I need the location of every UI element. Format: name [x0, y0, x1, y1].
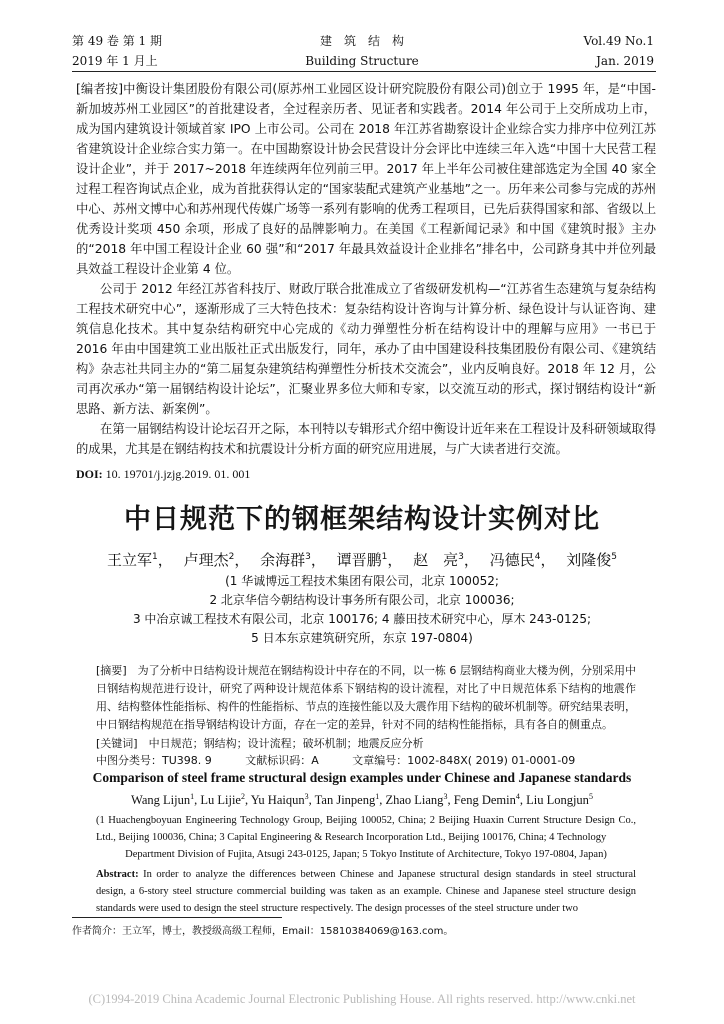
article-number: 文章编号：1002-848X( 2019) 01-0001-09	[352, 754, 576, 767]
affiliation-line: 5 日本东京建筑研究所，东京 197-0804)	[251, 631, 473, 645]
author: 刘隆俊$^5$	[566, 551, 617, 569]
classification	[96, 752, 605, 768]
doi-value: 10. 19701/j.jzjg.2019. 01. 001	[105, 467, 251, 481]
affiliation-line: (1 华诚博远工程技术集团有限公司，北京 100052;	[225, 574, 499, 588]
editor-note	[76, 79, 656, 459]
english-title: Comparison of steel frame structural design examples under Chinese and Japanese standards	[92, 770, 632, 785]
editor-note-paragraph: 公司于 2012 年经江苏省科技厅、财政厅联合批准成立了省级研发机构—“江苏省生态建筑与复杂结构工程技术研究中心”，逐渐形成了三大特色技术：复杂结构设计咨询与计算分析、绿色设计与认证咨询、建筑信息化技术。其中复杂结构研究中心完成的《动力弹塑性分析在结构设计中的理解与应用》一书已于 2016 年由中国建筑工业出版社正式出版发行，同年，承办了由中国建设科技集团股份有限公司、《建筑结构》杂志社共同主办的“第二届复杂建筑结构弹塑性分析技术交流会”，业内反响良好。2018 年 12 月，公司再次承办“第一届钢结构设计论坛”，汇聚业界多位大师和专家，以交流互动的形式，探讨钢结构设计“新思路、新方法、新案例”。	[76, 282, 656, 416]
author: 余海群$^3$	[260, 551, 311, 569]
header-rule	[72, 71, 656, 72]
editor-note-paragraph: 在第一届钢结构设计论坛召开之际，本刊特以专辑形式介绍中衡设计近年来在工程设计及科研领域取得的成果，尤其是在钢结构技术和抗震设计分析方面的研究应用进展，与广大读者进行交流。	[76, 422, 656, 456]
header-journal-en: Building Structure	[305, 54, 419, 68]
author: Yu Haiqun$^3$	[250, 792, 309, 808]
author: Tan Jinpeng$^1$	[314, 792, 380, 808]
keywords-cn: [关键词] 中日规范；钢结构；设计流程；破坏机制；地震反应分析	[96, 737, 424, 750]
author-footnote: 作者简介：王立军，博士，教授级高级工程师，Email：15810384069@163.com。	[72, 926, 454, 937]
author: Wang Lijun$^1$	[131, 792, 195, 808]
footnote-rule	[72, 917, 282, 918]
header-date-cn: 2019 年 1 月上	[72, 54, 158, 68]
header-date-en: Jan. 2019	[596, 54, 654, 68]
author-list: 王立军$^1$， 卢理杰$^2$， 余海群$^3$， 谭晋鹏$^1$， 赵 亮$^3$， 冯德民$^4$， 刘隆俊$^5$	[107, 551, 617, 569]
author: 谭晋鹏$^1$	[336, 551, 388, 569]
abstract-cn: [摘要] 为了分析中日结构设计规范在钢结构设计中存在的不同，以一栋 6 层钢结构商业大楼为例，分别采用中日钢结构规范进行设计，研究了两种设计规范体系下钢结构的设计流程，对比了中日规范体系下结构的地震作用、结构整体性能指标、构件的性能指标、节点的连接性能以及大震作用下结构的破坏机制等。研究结果表明，中日钢结构规范在指导钢结构设计方面，存在一定的差异，针对不同的结构性能指标，具有各自的侧重点。	[96, 664, 636, 731]
copyright-watermark: (C)1994-2019 China Academic Journal Electronic Publishing House. All rights reserved. http://www.cnki.net	[88, 992, 636, 1006]
author: 冯德民$^4$	[489, 551, 541, 569]
article-title: 中日规范下的钢框架结构设计实例对比	[124, 504, 600, 535]
affiliation-line: 3 中冶京诚工程技术有限公司，北京 100176; 4 藤田技术研究中心，厚木 243-0125;	[132, 612, 591, 626]
doi	[76, 467, 250, 482]
english-author-list: Wang Lijun$^1$, Lu Lijie$^2$, Yu Haiqun$^3$, Tan Jinpeng$^1$, Zhao Liang$^3$, Feng Demin$^4$, Liu Longjun$^5$	[131, 792, 593, 808]
author: Feng Demin$^4$	[453, 792, 520, 808]
affiliation-line: 2 北京华信今朝结构设计事务所有限公司，北京 100036;	[209, 593, 515, 607]
header-journal-cn: 建 筑 结 构	[319, 34, 404, 48]
author: 王立军$^1$	[107, 551, 158, 569]
doi-label: DOI:	[76, 467, 103, 481]
clc-number: 中图分类号：TU398. 9	[96, 754, 212, 767]
english-affiliations	[96, 812, 636, 863]
english-affiliation-line: Department Division of Fujita, Atsugi 243-0125, Japan; 5 Tokyo Institute of Architecture, Tokyo 197-0804, Japan)	[125, 849, 607, 860]
editor-note-paragraph: [编者按]中衡设计集团股份有限公司(原苏州工业园区设计研究院股份有限公司)创立于 1995 年，是“中国-新加坡苏州工业园区”的首批建设者，全过程亲历者、见证者和实践者。2014 年公司于上交所成功上市，成为国内建筑设计领域首家 IPO 上市公司。公司在 2018 年江苏省勘察设计企业综合实力排序中位列江苏省建筑设计企业综合实力第一。在中国勘察设计协会民营设计分会评比中连续三年入选“中国十大民营工程设计企业”，并于 2017~2018 年连续两年位列前三甲。2017 年上半年公司被住建部选定为全国 40 家全过程工程咨询试点企业，成为首批获得认定的“国家装配式建筑产业基地”之一。历年来公司参与完成的苏州中心、苏州文博中心和苏州现代传媒广场等一系列有影响的优秀工程项目，已先后获得国家和部、省级以上优秀设计奖项 450 余项，形成了良好的品牌影响力。在美国《工程新闻记录》和中国《建筑时报》主办的“2018 年中国工程设计企业 60 强”和“2017 年最具效益设计企业排名”排名中，公司跻身其中并位列最具效益工程设计企业第 4 位。	[76, 82, 656, 276]
author: Liu Longjun$^5$	[526, 792, 593, 808]
abstract-en-label: Abstract:	[96, 869, 139, 880]
author: Zhao Liang$^3$	[385, 792, 448, 808]
english-affiliation-line: (1 Huachengboyuan Engineering Technology Group, Beijing 100052, China; 2 Beijing Huaxin Current Structure Design Co., Ltd., Beijing 100036, China; 3 Capital Engineering & Research Incorporation Ltd., Beijing 100176, China; 4 Technology	[96, 815, 636, 843]
header-volume-en: Vol.49 No.1	[583, 34, 654, 48]
author: 卢理杰$^2$	[183, 551, 235, 569]
abstract-en	[96, 866, 636, 917]
abstract-en-text: In order to analyze the differences between Chinese and Japanese structural design standards in steel structural design, a 6-story steel structure commercial building was taken as an example. Chinese and Japanese steel structure design standards were used to design the steel structure respectively. The design processes of the steel structure under two	[96, 869, 636, 914]
header-volume-cn: 第 49 卷 第 1 期	[72, 34, 162, 48]
author: 赵 亮$^3$	[413, 551, 464, 569]
author: Lu Lijie$^2$	[200, 792, 245, 808]
document-code: 文献标识码：A	[245, 754, 319, 767]
